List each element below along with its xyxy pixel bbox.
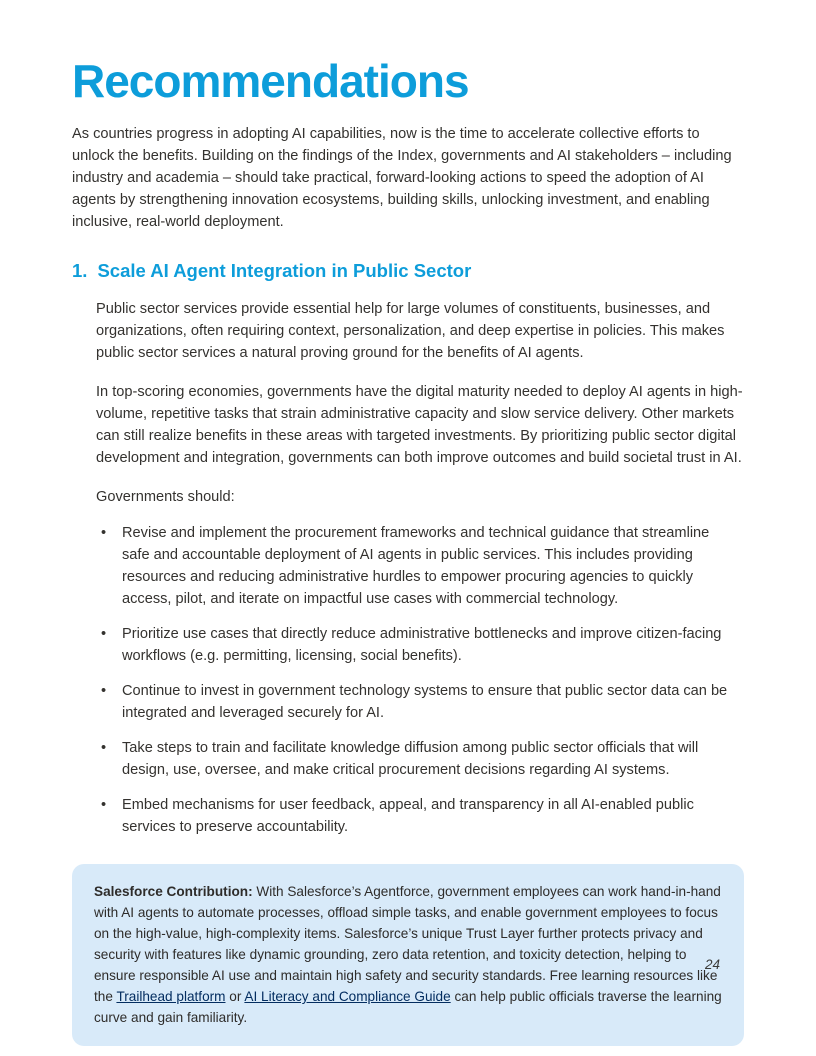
callout-label: Salesforce Contribution: bbox=[94, 884, 253, 899]
bullet-icon: • bbox=[101, 740, 107, 756]
callout-box bbox=[72, 864, 744, 1046]
list-item bbox=[96, 522, 744, 610]
callout-text-segment: or bbox=[225, 989, 245, 1004]
ai-literacy-compliance-guide-link[interactable]: AI Literacy and Compliance Guide bbox=[244, 989, 451, 1004]
bullet-icon: • bbox=[101, 525, 107, 541]
bullet-text: Revise and implement the procurement frameworks and technical guidance that streamline safe and accountable deployment of AI agents in public services. This includes providing resources and reducing administrative hurdles to empower procuring agencies to quickly access, pilot, and iterate on impactful use cases with commercial technology. bbox=[122, 525, 710, 607]
page-title: Recommendations bbox=[72, 55, 469, 107]
list-item bbox=[96, 623, 744, 667]
list-item bbox=[96, 794, 744, 838]
section-number: 1. bbox=[72, 260, 88, 281]
callout-text-segment: can help public officials traverse the learning curve and gain familiarity. bbox=[94, 989, 722, 1025]
list-item bbox=[96, 680, 744, 724]
bullet-text: Embed mechanisms for user feedback, appeal, and transparency in all AI-enabled public services to preserve accountability. bbox=[122, 797, 694, 835]
intro-paragraph: As countries progress in adopting AI capabilities, now is the time to accelerate collective efforts to unlock the benefits. Building on the findings of the Index, governments and AI stakeholders – including industry and academia – should take practical, forward-looking actions to speed the adoption of AI agents by strengthening innovation ecosystems, building skills, unlocking investment, and enabling inclusive, real-world deployment. bbox=[72, 126, 732, 230]
bullet-list bbox=[96, 522, 744, 838]
list-item bbox=[96, 737, 744, 781]
bullet-icon: • bbox=[101, 683, 107, 699]
section-heading bbox=[72, 260, 744, 282]
bullet-icon: • bbox=[101, 797, 107, 813]
body-paragraph: Public sector services provide essential help for large volumes of constituents, businesses, and organizations, often requiring context, personalization, and deep expertise in policies. This makes public sector services a natural proving ground for the benefits of AI agents. bbox=[96, 301, 725, 361]
callout-paragraph bbox=[94, 881, 722, 1028]
section-title: Scale AI Agent Integration in Public Sector bbox=[97, 260, 472, 281]
body-paragraph: In top-scoring economies, governments have the digital maturity needed to deploy AI agents in high-volume, repetitive tasks that strain administrative capacity and slow service delivery. Other markets can still realize benefits in these areas with targeted investments. By prioritizing public sector digital development and integration, governments can both improve outcomes and build societal trust in AI. bbox=[96, 384, 743, 466]
bullet-text: Continue to invest in government technology systems to ensure that public sector data can be integrated and leveraged securely for AI. bbox=[122, 683, 728, 721]
bullet-text: Prioritize use cases that directly reduce administrative bottlenecks and improve citizen-facing workflows (e.g. permitting, licensing, social benefits). bbox=[122, 626, 722, 664]
bullet-text: Take steps to train and facilitate knowledge diffusion among public sector officials that will design, use, oversee, and make critical procurement decisions regarding AI systems. bbox=[122, 740, 699, 778]
page-number: 24 bbox=[704, 957, 720, 972]
trailhead-platform-link[interactable]: Trailhead platform bbox=[116, 989, 226, 1004]
bullet-icon: • bbox=[101, 626, 107, 642]
lead-in-text: Governments should: bbox=[96, 489, 235, 505]
section-body bbox=[96, 298, 744, 838]
callout-text-segment: With Salesforce’s Agentforce, government employees can work hand-in-hand with AI agents to automate processes, offload simple tasks, and enable government employees to focus on the high-value, high-complexity items. Salesforce’s unique Trust Layer further protects privacy and security with features like dynamic grounding, zero data retention, and toxicity detection, helping to ensure responsible AI use and maintain high safety and security standards. Free learning resources like the bbox=[94, 884, 721, 1004]
